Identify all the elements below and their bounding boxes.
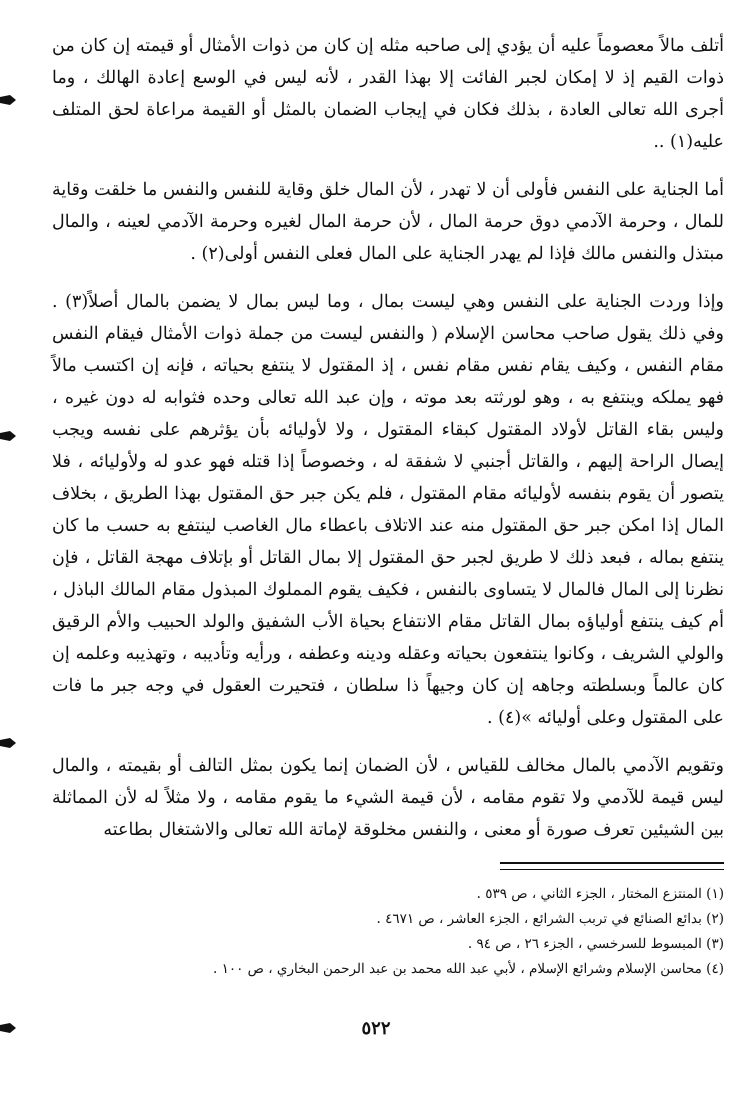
footnote: (١) المنتزع المختار ، الجزء الثاني ، ص ٥٣٩ .: [476, 886, 724, 902]
page-number: ٥٢٢: [361, 1018, 391, 1039]
body-paragraph: وتقويم الآدمي بالمال مخالف للقياس ، لأن الضمان إنما يكون بمثل التالف أو بقيمته ، والمال ليس قيمة للآدمي ولا تقوم مقامه ، لأن قيمة الشيء ما يقوم مقامه ، ولا مثلاً له لأن المماثلة بين الشيئين تعرف صورة أو معنى ، والنفس مخلوقة لإماتة الله تعالى والاشتغال بطاعته: [52, 756, 724, 840]
document-page: [52, 30, 724, 982]
footnote: (٢) بدائع الصنائع في تربب الشرائع ، الجزء العاشر ، ص ٤٦٧١ .: [376, 911, 724, 927]
binding-hole-mark: [0, 428, 22, 444]
body-paragraph: أما الجناية على النفس فأولى أن لا تهدر ، لأن المال خلق وقاية للنفس والنفس ما خلقت وقاية للمال ، وحرمة الآدمي دوق حرمة المال ، لأن حرمة المال لغيره وحرمة الآدمي لعينه ، والمال مبتذل والنفس مالك فإذا لم يهدر الجناية على المال فعلى النفس أولى(٢) .: [52, 180, 724, 264]
footnote: (٣) المبسوط للسرخسي ، الجزء ٢٦ ، ص ٩٤ .: [467, 936, 724, 952]
binding-hole-mark: [0, 92, 22, 108]
body-paragraph: وإذا وردت الجناية على النفس وهي ليست بمال ، وما ليس بمال لا يضمن بالمال أصلاً(٣) . وفي ذلك يقول صاحب محاسن الإسلام ( والنفس ليست من جملة ذوات الأمثال فيقام النفس مقام النفس ، وكيف يقام نفس مقام نفس ، إذ المقتول لا ينتفع بحياته ، فإنه إن اكتسب مالاً فهو يملكه وينتفع به ، وهو لورثته بعد موته ، وإن عبد الله تعالى وحده فثوابه له دون غيره ، وليس بقاء القاتل لأولاد المقتول كبقاء المقتول ، ولا لأوليائه بأن يؤثرهم على نفسه ويجب إيصال الراحة إليهم ، والقاتل أجنبي لا شفقة له ، وخصوصاً إذا قتله فهو عدو له ولأوليائه ، فلا يتصور أن يقوم بنفسه لأوليائه مقام المقتول ، فلم يكن جبر حق المقتول بهذا الطريق ، بخلاف المال إذا امكن جبر حق المقتول منه عند الاتلاف باعطاء مال الغاصب لينتفع به حسب ما كان ينتفع بماله ، فبعد ذلك لا طريق لجبر حق المقتول إلا بمال القاتل أو بإتلاف مهجة القاتل ، فإن نظرنا إلى المال فالمال لا يتساوى بالنفس ، فكيف يقوم المملوك المبذول مقام المالك الباذل ، أم كيف ينتفع أولياؤه بمال القاتل مقام الانتفاع بحياة الأب الشفيق والولد الحبيب والأم الرقيق والولي الشريف ، وكانوا ينتفعون بحياته وعقله ودينه وعطفه ، ورأيه وتأديبه ، وتهذيبه وعلمه إن كان عالماً وبسلطته وجاهه إن كان وجيهاً ذا سلطان ، فتحيرت العقول في وجه جبر ما فات على المقتول وعلى أوليائه »(٤) .: [52, 292, 724, 728]
binding-hole-mark: [0, 735, 22, 751]
footnotes: [52, 882, 724, 982]
body-paragraph: أتلف مالاً معصوماً عليه أن يؤدي إلى صاحبه مثله إن كان من ذوات الأمثال أو قيمته إن كان من ذوات القيم إذ لا إمكان لجبر الفائت إلا بهذا القدر ، لأنه ليس في الوسع إعادة الهالك ، وما أجرى الله تعالى العادة ، بذلك فكان في إيجاب الضمان بالمثل أو القيمة مراعاة لحق المتلف عليه(١) ..: [52, 36, 724, 152]
footnote: (٤) محاسن الإسلام وشرائع الإسلام ، لأبي عبد الله محمد بن عبد الرحمن البخاري ، ص ١٠٠ .: [212, 961, 724, 977]
footnote-divider: [500, 862, 724, 870]
